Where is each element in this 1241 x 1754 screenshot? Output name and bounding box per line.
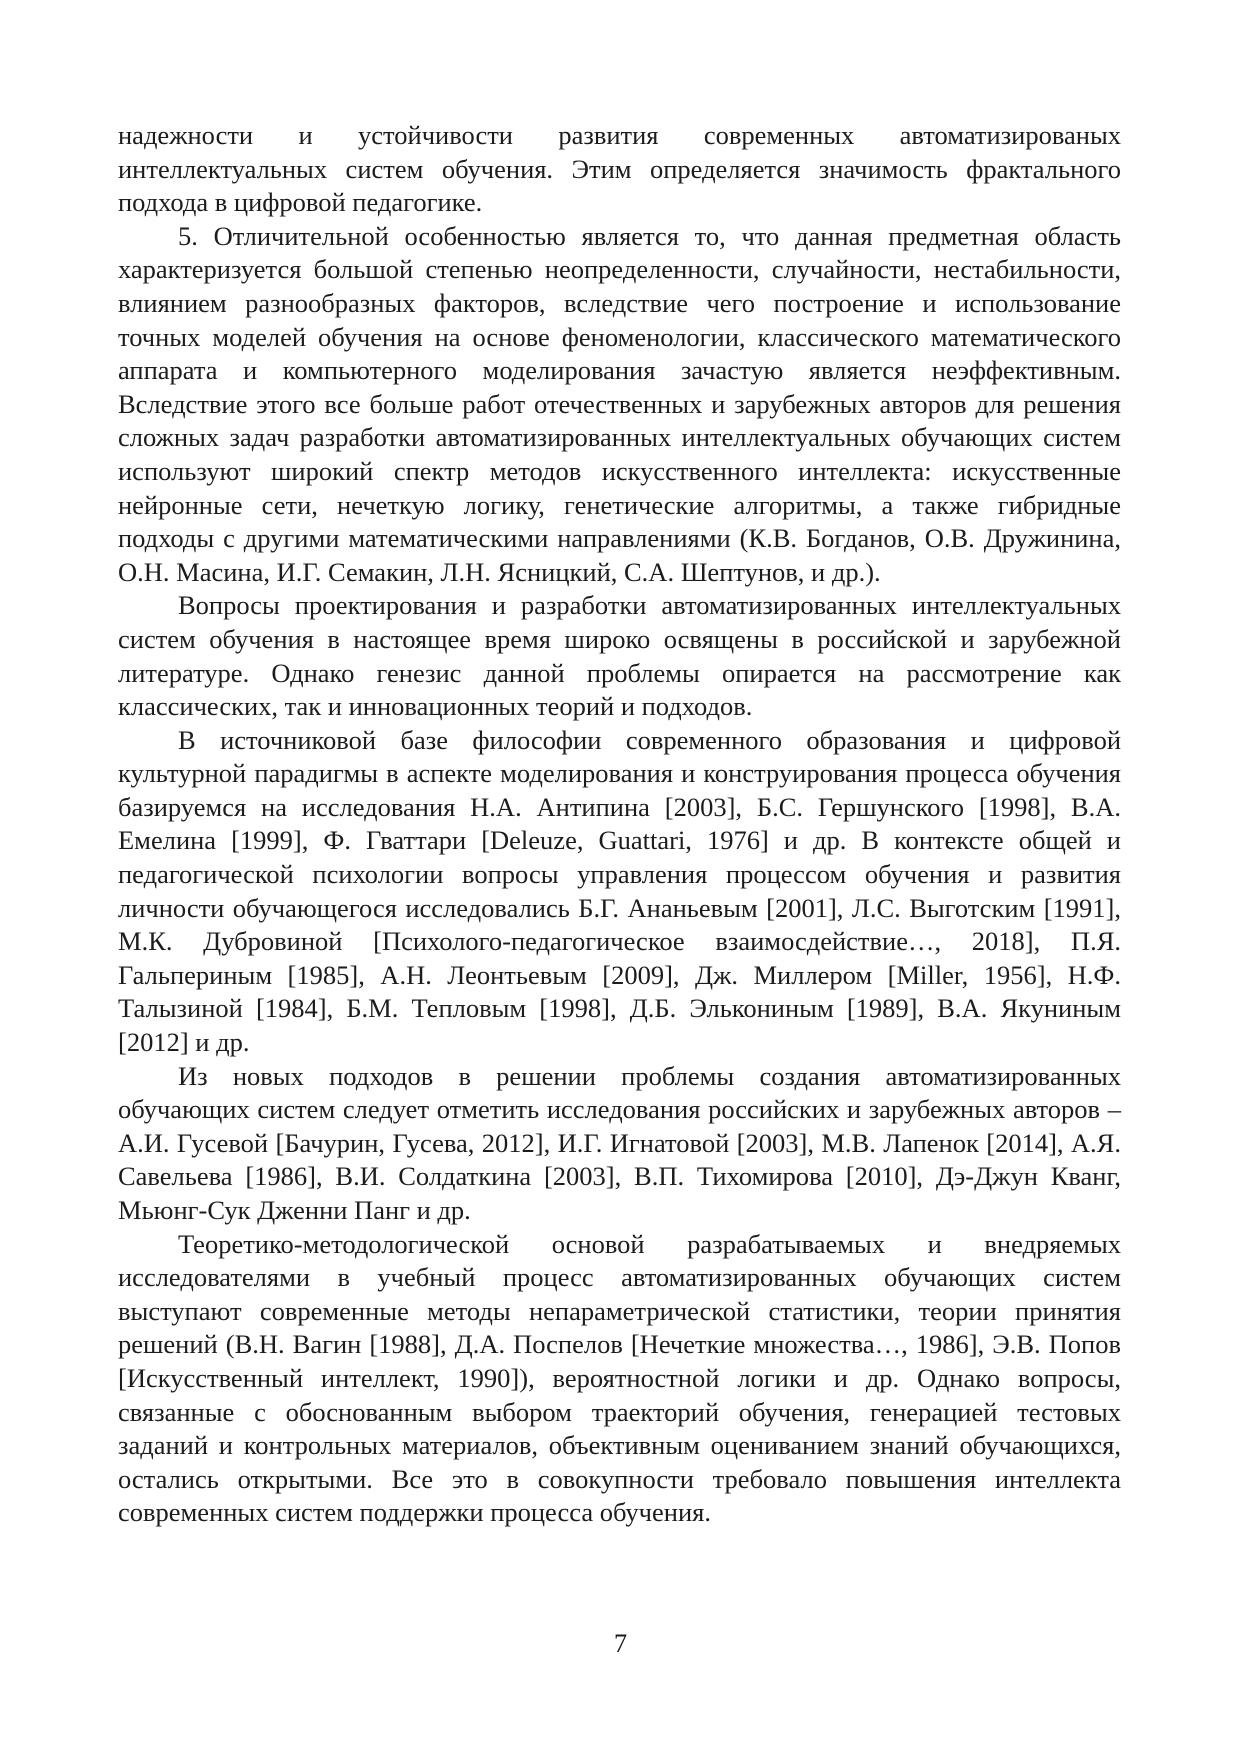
page-number: 7 [613,1628,628,1658]
paragraph-design-questions: Вопросы проектирования и разработки автоматизированных интеллектуальных систем обучения в настоящее время широко освящены в российской и зарубежной литературе. Однако генезис данной проблемы опирается на рассмотрение как классических, так и инновационных теорий и подходов. [118,590,1121,722]
paragraph-new-approaches: Из новых подходов в решении проблемы создания автоматизированных обучающих систем следует отметить исследования российских и зарубежных авторов – А.И. Гусевой [Бачурин, Гусева, 2012], И.Г. Игнатовой [2003], М.В. Лапенок [2014], А.Я. Савельева [1986], В.И. Солдаткина [2003], В.П. Тихомирова [2010], Дэ-Джун Кванг, Мьюнг-Сук Дженни Панг и др. [118,1060,1121,1225]
paragraph-point-5: 5. Отличительной особенностью является то, что данная предметная область характеризуется большой степенью неопределенности, случайности, нестабильности, влиянием разнообразных факторов, вследствие чего построение и использование точных моделей обучения на основе феноменологии, классического математического аппарата и компьютерного моделирования зачастую является неэффективным. Вследствие этого все больше работ отечественных и зарубежных авторов для решения сложных задач разработки автоматизированных интеллектуальных обучающих систем используют широкий спектр методов искусственного интеллекта: искусственные нейронные сети, нечеткую логику, генетические алгоритмы, а также гибридные подходы с другими математическими направлениями (К.В. Богданов, О.В. Дружинина, О.Н. Масина, И.Г. Семакин, Л.Н. Ясницкий, С.А. Шептунов, и др.). [118,220,1121,587]
body-text [118,119,1121,1530]
paragraph-source-base: В источниковой базе философии современного образования и цифровой культурной парадигмы в аспекте моделирования и конструирования процесса обучения базируемся на исследования Н.А. Антипина [2003], Б.С. Гершунского [1998], В.А. Емелина [1999], Ф. Гваттари [Deleuze, Guattari, 1976] и др. В контексте общей и педагогической психологии вопросы управления процессом обучения и развития личности обучающегося исследовались Б.Г. Ананьевым [2001], Л.С. Выготским [1991], М.К. Дубровиной [Психолого-педагогическое взаимосдействие…, 2018], П.Я. Гальпериным [1985], А.Н. Леонтьевым [2009], Дж. Миллером [Miller, 1956], Н.Ф. Талызиной [1984], Б.М. Тепловым [1998], Д.Б. Элькониным [1989], В.А. Якуниным [2012] и др. [118,724,1121,1058]
paragraph-methodology: Теоретико-методологической основой разрабатываемых и внедряемых исследователями в учебный процесс автоматизированных обучающих систем выступают современные методы непараметрической статистики, теории принятия решений (В.Н. Вагин [1988], Д.А. Поспелов [Нечеткие множества…, 1986], Э.В. Попов [Искусственный интеллект, 1990]), вероятностной логики и др. Однако вопросы, связанные с обоснованным выбором траекторий обучения, генерацией тестовых заданий и контрольных материалов, объективным оцениванием знаний обучающихся, остались открытыми. Все это в совокупности требовало повышения интеллекта современных систем поддержки процесса обучения. [118,1228,1121,1528]
paragraph-continuation: надежности и устойчивости развития современных автоматизированых интеллектуальных систем обучения. Этим определяется значимость фрактального подхода в цифровой педагогике. [118,120,1121,218]
